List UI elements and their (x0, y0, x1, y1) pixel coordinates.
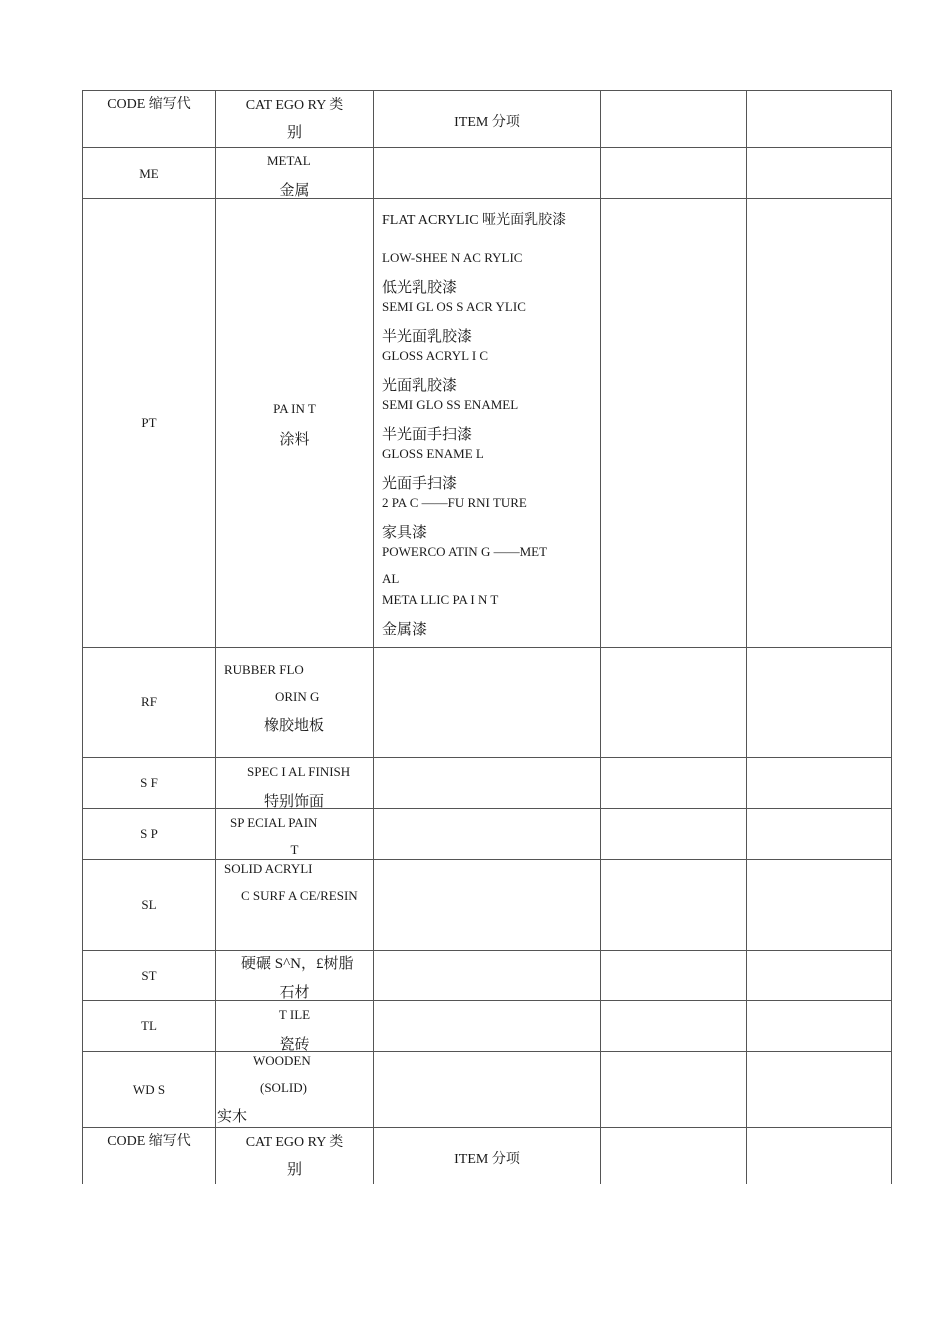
table-row-tl (82, 1000, 892, 1051)
category-sf-en: SPEC I AL FINISH (247, 764, 351, 779)
pt-item-metallic-paint-cn: 金属漆 (382, 622, 428, 638)
code-sl: SL (141, 897, 157, 912)
code-tl: TL (141, 1018, 157, 1033)
repeated-header-row (82, 1127, 892, 1184)
category-cell (215, 199, 373, 647)
blank-cell (600, 951, 746, 1000)
pt-item-gloss-enamel-en: GLOSS ENAME L (382, 446, 484, 461)
blank-cell (746, 758, 892, 808)
item-cell (373, 951, 600, 1000)
materials-code-table (82, 90, 892, 1184)
category-wds-cn: 实木 (217, 1109, 248, 1125)
pt-item-semi-gloss-enamel-en: SEMI GLO SS ENAMEL (382, 397, 519, 412)
pt-item-gloss-acrylic-cn: 光面乳胶漆 (382, 378, 458, 394)
code-sf: S F (140, 775, 158, 790)
footer-category-label-1: CAT EGO RY 类 (245, 1135, 344, 1150)
category-tl-en: T ILE (278, 1007, 311, 1022)
code-cell (82, 951, 215, 1000)
pt-item-2pac-furniture-en: 2 PA C ——FU RNI TURE (382, 495, 527, 510)
item-cell (373, 1001, 600, 1051)
category-pt-en: PA IN T (273, 401, 316, 416)
table-row-rf (82, 647, 892, 757)
code-cell (82, 1001, 215, 1051)
header-blank-cell-1 (600, 91, 746, 147)
header-category-label-1: CAT EGO RY 类 (245, 98, 344, 113)
blank-cell (746, 951, 892, 1000)
blank-cell (600, 758, 746, 808)
category-me-en: METAL (267, 153, 311, 168)
item-cell (373, 758, 600, 808)
header-item-cell (373, 91, 600, 147)
table-row-pt (82, 198, 892, 647)
category-cell (215, 758, 373, 808)
category-sp-en-1: SP ECIAL PAIN (230, 815, 318, 830)
code-me: ME (139, 166, 159, 181)
blank-cell (746, 809, 892, 859)
blank-cell (600, 648, 746, 757)
footer-blank-cell-2 (746, 1128, 892, 1184)
blank-cell (600, 809, 746, 859)
code-cell (82, 860, 215, 950)
pt-item-semi-gloss-enamel-cn: 半光面手扫漆 (382, 427, 473, 443)
pt-item-gloss-acrylic-en: GLOSS ACRYL I C (382, 348, 489, 363)
table-row-sp (82, 808, 892, 859)
footer-category-label-2: 别 (286, 1162, 302, 1178)
item-cell (373, 648, 600, 757)
code-st: ST (141, 968, 157, 983)
code-sp: S P (140, 826, 158, 841)
category-cell (215, 860, 373, 950)
footer-category-cell (215, 1128, 373, 1184)
header-category-label-2: 别 (286, 125, 302, 141)
item-cell (373, 1052, 600, 1127)
category-rf-en-2: ORIN G (275, 689, 320, 704)
category-wds-en-2: (SOLID) (260, 1080, 307, 1095)
category-cell (215, 148, 373, 198)
header-row (82, 90, 892, 147)
pt-item-powercoating-en-2: AL (382, 571, 400, 586)
header-code-label: CODE 缩写代 (107, 97, 191, 112)
blank-cell (746, 648, 892, 757)
pt-item-powercoating-en: POWERCO ATIN G ——MET (382, 544, 548, 559)
blank-cell (600, 199, 746, 647)
category-sl-en-2: C SURF A CE/RESIN (241, 888, 358, 903)
category-cell (215, 809, 373, 859)
table-row-me (82, 147, 892, 198)
header-category-cell (215, 91, 373, 147)
pt-item-low-sheen-en: LOW-SHEE N AC RYLIC (382, 250, 523, 265)
pt-item-low-sheen-cn: 低光乳胶漆 (382, 280, 458, 296)
item-cell (373, 860, 600, 950)
category-wds-en-1: WOODEN (253, 1053, 311, 1068)
blank-cell (600, 1052, 746, 1127)
code-cell (82, 809, 215, 859)
category-cell (215, 648, 373, 757)
header-item-label: ITEM 分项 (454, 115, 520, 130)
footer-code-label: CODE 缩写代 (107, 1134, 191, 1149)
item-cell (373, 809, 600, 859)
footer-item-label: ITEM 分项 (454, 1152, 520, 1167)
category-sl-en-1: SOLID ACRYLI (224, 861, 313, 876)
category-cell (215, 1001, 373, 1051)
blank-cell (746, 1052, 892, 1127)
category-sp-en-2: T (290, 842, 299, 857)
blank-cell (600, 860, 746, 950)
blank-cell (746, 1001, 892, 1051)
code-cell (82, 648, 215, 757)
blank-cell (746, 199, 892, 647)
category-rf-cn: 橡胶地板 (264, 718, 325, 734)
blank-cell (746, 860, 892, 950)
footer-blank-cell-1 (600, 1128, 746, 1184)
category-cell (215, 1052, 373, 1127)
item-cell (373, 199, 600, 647)
header-code-cell (82, 91, 215, 147)
table-row-wds (82, 1051, 892, 1127)
blank-cell (600, 1001, 746, 1051)
pt-item-semi-gloss-acrylic-cn: 半光面乳胶漆 (382, 329, 473, 345)
code-cell (82, 758, 215, 808)
footer-code-cell (82, 1128, 215, 1184)
category-sf-cn: 特别饰面 (264, 794, 325, 810)
code-pt: PT (141, 415, 157, 430)
pt-item-gloss-enamel-cn: 光面手扫漆 (382, 476, 458, 492)
pt-item-2pac-furniture-cn: 家具漆 (382, 525, 428, 541)
code-rf: RF (141, 694, 157, 709)
category-st-cn: 石材 (279, 985, 310, 1001)
table-row-sl (82, 859, 892, 950)
category-cell (215, 951, 373, 1000)
pt-item-metallic-paint-en: META LLIC PA I N T (382, 592, 499, 607)
header-blank-cell-2 (746, 91, 892, 147)
category-st-1: 硬碾 S^N，£树脂 (241, 956, 354, 972)
blank-cell (600, 148, 746, 198)
category-rf-en-1: RUBBER FLO (224, 662, 304, 677)
item-cell (373, 148, 600, 198)
table-row-st (82, 950, 892, 1000)
pt-item-semi-gloss-acrylic-en: SEMI GL OS S ACR YLIC (382, 299, 526, 314)
code-cell (82, 148, 215, 198)
blank-cell (746, 148, 892, 198)
category-pt-cn: 涂料 (279, 432, 310, 448)
category-tl-cn: 瓷砖 (279, 1037, 310, 1053)
pt-item-flat-acrylic: FLAT ACRYLIC 哑光面乳胶漆 (382, 213, 567, 228)
table-row-sf (82, 757, 892, 808)
footer-item-cell (373, 1128, 600, 1184)
code-cell (82, 1052, 215, 1127)
code-cell (82, 199, 215, 647)
code-wds: WD S (132, 1082, 166, 1097)
category-me-cn: 金属 (279, 183, 310, 199)
